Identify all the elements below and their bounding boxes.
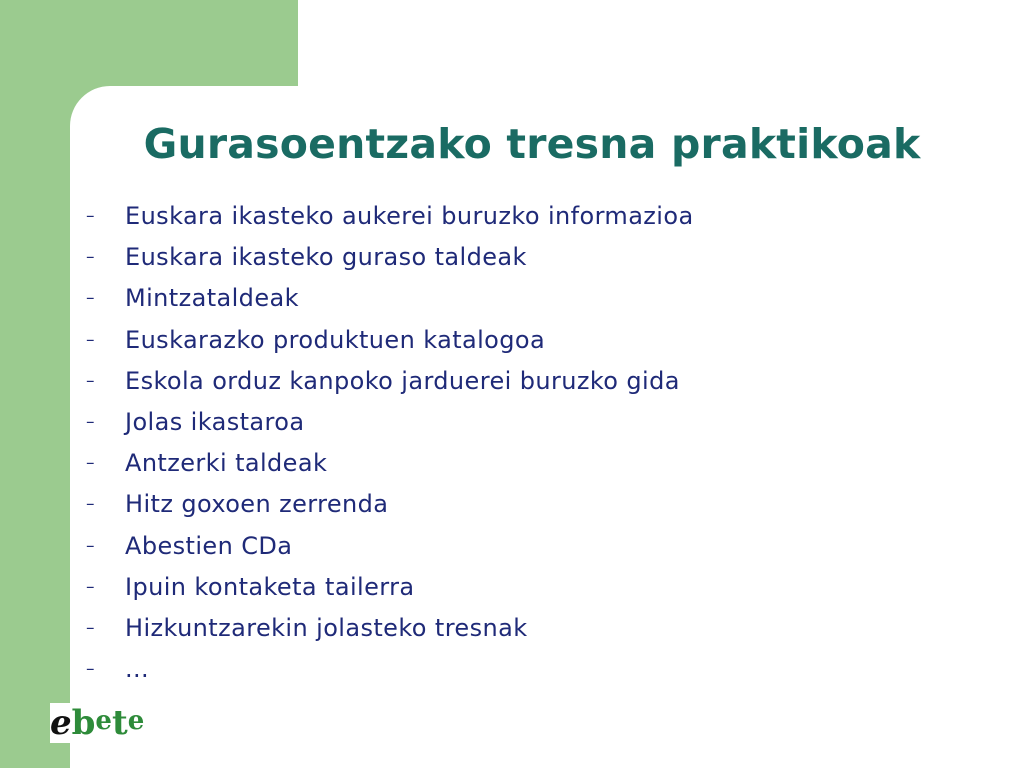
list-item: [86, 237, 694, 278]
list-item: [86, 567, 694, 608]
list-item-text: Euskara ikasteko guraso taldeak: [125, 243, 527, 272]
list-item-text: Mintzataldeak: [125, 284, 299, 313]
list-item: [86, 196, 694, 237]
list-item-text: Euskarazko produktuen katalogoa: [125, 325, 546, 354]
logo-letter: e: [127, 706, 145, 736]
green-top-band: [0, 0, 298, 86]
list-item: [86, 608, 694, 649]
list-item: [86, 402, 694, 443]
list-item: [86, 361, 694, 402]
list-item-text: Hizkuntzarekin jolasteko tresnak: [125, 613, 528, 642]
list-item: [86, 278, 694, 319]
bullet-list: [86, 196, 694, 690]
list-item: [86, 443, 694, 484]
bullet-dash: –: [86, 576, 95, 597]
list-item-text: Antzerki taldeak: [125, 449, 328, 478]
list-item-text: Hitz goxoen zerrenda: [125, 490, 389, 519]
list-item-text: Abestien CDa: [125, 531, 293, 560]
list-item-text: Euskara ikasteko aukerei buruzko informazioa: [125, 202, 694, 230]
ebete-logo: [50, 700, 170, 746]
list-item-text: Ipuin kontaketa tailerra: [125, 572, 415, 601]
bullet-dash: –: [86, 411, 95, 432]
bullet-dash: –: [86, 494, 95, 515]
list-item: [86, 526, 694, 567]
bullet-dash: –: [86, 370, 95, 391]
logo-letter: e: [95, 706, 112, 736]
bullet-dash: –: [86, 617, 95, 638]
list-item: [86, 649, 694, 690]
list-item-text: Eskola orduz kanpoko jarduerei buruzko gida: [125, 366, 680, 395]
logo-letter: b: [71, 703, 96, 743]
list-item-text: ...: [125, 655, 150, 684]
list-item: [86, 320, 694, 361]
bullet-dash: –: [86, 247, 95, 268]
bullet-dash: –: [86, 288, 95, 309]
bullet-dash: –: [86, 659, 95, 680]
green-sidebar-band: [0, 0, 70, 768]
list-item-text: Jolas ikastaroa: [125, 407, 305, 436]
bullet-dash: –: [86, 535, 95, 556]
bullet-dash: –: [86, 329, 95, 350]
bullet-dash: –: [86, 206, 95, 226]
list-item: [86, 484, 694, 525]
logo-letter: e: [50, 703, 72, 743]
bullet-dash: –: [86, 453, 95, 474]
logo-letter: t: [111, 703, 128, 743]
slide-title: Gurasoentzako tresna praktikoak: [143, 120, 921, 168]
